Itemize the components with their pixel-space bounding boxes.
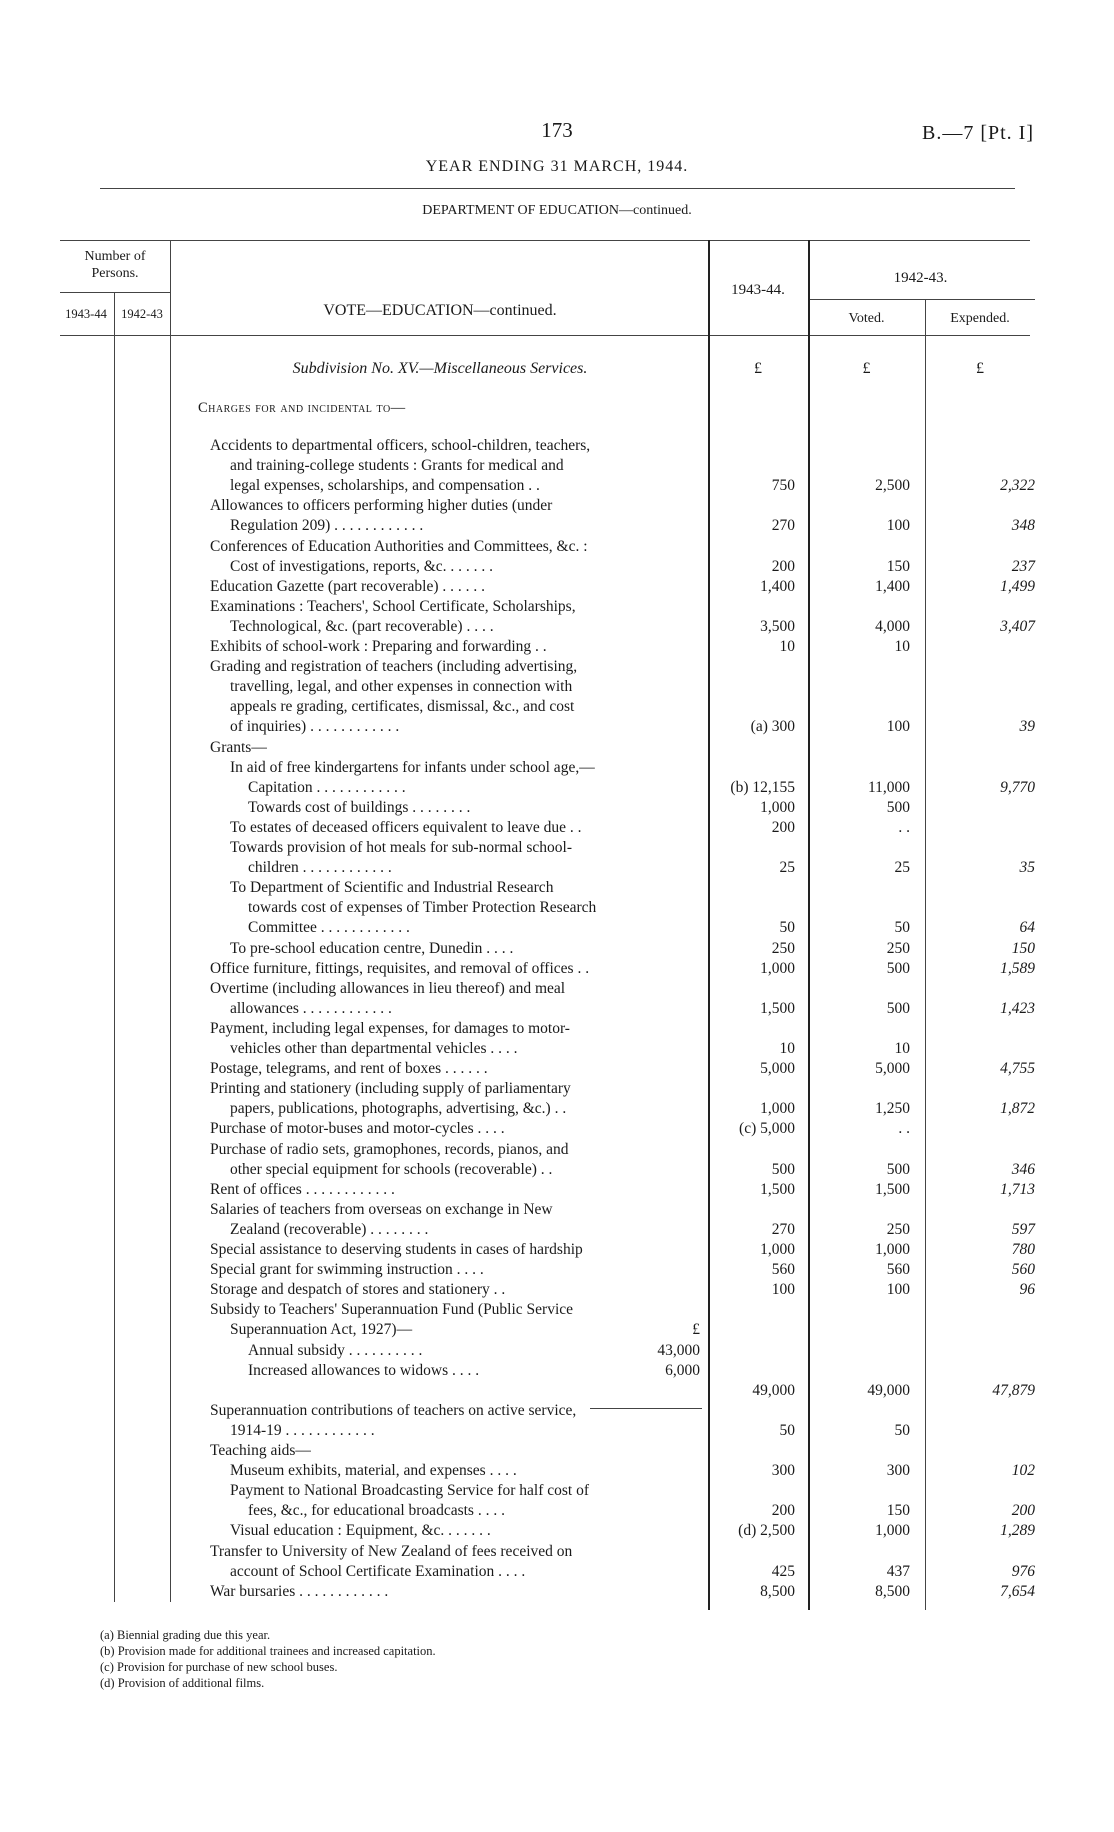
amount-voted-1942-43: . . [898,1120,910,1138]
table-row [0,1140,1114,1160]
table-row [0,637,1114,657]
table-row [0,1019,1114,1039]
row-subamount: 43,000 [657,1341,700,1359]
row-label: Visual education : Equipment, &c. . . . . . . [230,1522,491,1540]
table-row [0,1300,1114,1320]
currency-expended: £ [976,360,984,377]
title-rule [100,188,1015,189]
amount-voted-1942-43: 11,000 [867,778,910,796]
row-label: vehicles other than departmental vehicles . . . . [230,1040,518,1057]
table-row [0,577,1114,597]
table-row [0,838,1114,858]
row-label: Storage and despatch of stores and stationery . . [210,1281,506,1299]
table-row [0,1582,1114,1602]
row-label: 1914-19 . . . . . . . . . . . . [230,1421,375,1439]
row-label: Payment, including legal expenses, for damages to motor- [210,1019,570,1037]
amount-voted-1942-43: 100 [886,1281,910,1299]
row-label: appeals re grading, certificates, dismissal, &c., and cost [230,698,575,716]
table-row [0,697,1114,717]
table-row [0,1160,1114,1180]
table-row [0,1280,1114,1300]
row-label: and training-college students : Grants for medical and [230,457,564,475]
row-label: Exhibits of school-work : Preparing and forwarding . . [210,638,547,655]
amount-voted-1942-43: 5,000 [875,1060,910,1078]
amount-1943-44: (c) 5,000 [739,1120,795,1138]
row-label: Conferences of Education Authorities and Committees, &c. : [210,537,588,555]
row-label: Capitation . . . . . . . . . . . . [248,778,406,796]
amount-voted-1942-43: . . [898,818,910,836]
row-label: To pre-school education centre, Dunedin . . . . [230,939,514,957]
row-label: Rent of offices . . . . . . . . . . . . [210,1180,395,1198]
amount-voted-1942-43: 50 [894,919,910,937]
amount-1943-44: 200 [771,1502,795,1520]
amount-1943-44: 200 [771,818,795,836]
amount-1943-44: 1,400 [760,577,795,595]
row-label: papers, publications, photographs, advertising, &c.) . . [230,1100,567,1118]
amount-voted-1942-43: 1,000 [875,1241,910,1258]
amount-voted-1942-43: 100 [886,718,910,736]
amount-1943-44: 10 [779,638,795,655]
amount-voted-1942-43: 150 [886,557,910,575]
footnote-b: (b) Provision made for additional trainees and increased capitation. [100,1644,436,1658]
amount-expended-1942-43: 102 [1011,1462,1035,1480]
row-label: towards cost of expenses of Timber Protection Research [248,899,597,917]
amount-1943-44: 500 [771,1160,795,1178]
table-top-rule [60,240,1030,241]
table-row [0,818,1114,838]
amount-1943-44: 49,000 [752,1381,795,1399]
amount-voted-1942-43: 49,000 [867,1381,910,1399]
amount-expended-1942-43: 9,770 [1000,778,1035,796]
table-row [0,557,1114,577]
amount-voted-1942-43: 100 [886,517,910,535]
row-label: Purchase of motor-buses and motor-cycles . . . . [210,1120,505,1138]
col-1943-44-header: 1943-44. [731,282,785,298]
amount-voted-1942-43: 300 [886,1462,910,1480]
row-label: Transfer to University of New Zealand of fees received on [210,1542,573,1560]
amount-1943-44: 1,500 [760,1180,795,1198]
row-label: Examinations : Teachers', School Certificate, Scholarships, [210,597,576,615]
row-label: War bursaries . . . . . . . . . . . . [210,1582,389,1600]
amount-voted-1942-43: 250 [886,1220,910,1238]
table-row [0,1180,1114,1200]
table-row [0,516,1114,536]
footnote-a: (a) Biennial grading due this year. [100,1628,271,1642]
table-row [0,1240,1114,1260]
amount-1943-44: 3,500 [760,617,795,635]
amount-1943-44: 1,000 [760,959,795,977]
table-row [0,1200,1114,1220]
col-1942-43-header: 1942-43. [893,270,948,286]
amount-1943-44: 50 [779,1421,795,1439]
row-label: Museum exhibits, material, and expenses . . . . [230,1462,517,1480]
table-row [0,657,1114,677]
table-row [0,1401,1114,1421]
amount-expended-1942-43: 2,322 [1000,477,1035,495]
currency-voted: £ [862,360,871,377]
table-row [0,1361,1114,1381]
table-row [0,1542,1114,1562]
table-row [0,1481,1114,1501]
row-label: To Department of Scientific and Industrial Research [230,879,554,897]
running-reference: B.—7 [Pt. I] [922,122,1034,144]
row-label: Technological, &c. (part recoverable) . . . . [230,617,494,635]
amount-voted-1942-43: 2,500 [875,477,910,495]
amount-1943-44: 25 [779,859,795,877]
table-row [0,939,1114,959]
amount-voted-1942-43: 500 [886,959,910,977]
row-label: Regulation 209) . . . . . . . . . . . . [230,517,424,535]
amount-expended-1942-43: 1,423 [1000,999,1035,1017]
amount-1943-44: 10 [779,1040,795,1057]
charges-heading: Charges for and incidental to— [198,400,406,416]
table-row [0,476,1114,496]
amount-expended-1942-43: 200 [1011,1502,1035,1520]
table-row [0,1501,1114,1521]
amount-voted-1942-43: 50 [894,1421,910,1439]
amount-voted-1942-43: 25 [894,859,910,877]
amount-expended-1942-43: 7,654 [1000,1582,1035,1600]
amount-expended-1942-43: 976 [1011,1562,1035,1580]
vote-title [170,302,710,320]
row-label: To estates of deceased officers equivalent to leave due . . [230,818,582,836]
table-row [0,738,1114,758]
table-row [0,1341,1114,1361]
amount-1943-44: 100 [771,1281,795,1299]
amount-1943-44: (a) 300 [750,718,795,736]
row-label: travelling, legal, and other expenses in connection with [230,678,573,696]
amount-expended-1942-43: 3,407 [1000,617,1035,635]
row-label: Superannuation contributions of teachers on active service, [210,1401,577,1419]
footnote-c: (c) Provision for purchase of new school buses. [100,1660,338,1674]
number-of-persons-header: Number of Persons. [84,249,146,281]
persons-1943-44-header: 1943-44 [65,307,107,321]
row-label: In aid of free kindergartens for infants under school age,— [230,758,595,776]
row-label: Teaching aids— [210,1442,311,1459]
amount-1943-44: 425 [771,1562,795,1580]
amount-expended-1942-43: 96 [1019,1281,1035,1299]
row-label: Salaries of teachers from overseas on exchange in New [210,1200,553,1218]
table-row [0,858,1114,878]
amount-voted-1942-43: 560 [886,1261,910,1279]
row-label: children . . . . . . . . . . . . [248,859,392,877]
row-label: allowances . . . . . . . . . . . . [230,999,392,1017]
amount-1943-44: 750 [771,477,795,495]
row-label: Annual subsidy . . . . . . . . . . [248,1341,423,1359]
amount-1943-44: 270 [771,517,795,535]
table-row [0,1421,1114,1441]
table-row [0,1381,1114,1401]
amount-1943-44: 1,000 [760,1100,795,1118]
table-row [0,918,1114,938]
row-label: Towards provision of hot meals for sub-normal school- [230,839,573,856]
subtotal-rule [590,1408,702,1409]
amount-1943-44: 560 [771,1261,795,1279]
row-label: Subsidy to Teachers' Superannuation Fund (Public Service [210,1301,574,1319]
amount-voted-1942-43: 10 [894,1040,910,1057]
table-row [0,677,1114,697]
row-label: Overtime (including allowances in lieu thereof) and meal [210,979,566,997]
amount-voted-1942-43: 150 [886,1502,910,1520]
table-row [0,1461,1114,1481]
amount-expended-1942-43: 64 [1019,919,1035,937]
amount-expended-1942-43: 39 [1019,718,1035,736]
amount-expended-1942-43: 560 [1011,1261,1035,1279]
amount-1943-44: 5,000 [760,1060,795,1078]
row-subamount: £ [692,1321,700,1339]
row-label: Special assistance to deserving students in cases of hardship [210,1241,583,1258]
row-label: account of School Certificate Examination . . . . [230,1562,526,1580]
amount-expended-1942-43: 1,499 [1000,577,1035,595]
amount-expended-1942-43: 150 [1011,939,1035,957]
table-row [0,456,1114,476]
row-label: Office furniture, fittings, requisites, and removal of offices . . [210,959,590,977]
table-row [0,496,1114,516]
persons-header-rule [60,292,170,293]
table-row [0,999,1114,1019]
amount-expended-1942-43: 348 [1011,517,1035,535]
table-row [0,1260,1114,1280]
row-label: legal expenses, scholarships, and compensation . . [230,477,540,495]
table-row [0,1099,1114,1119]
page-number: 173 [541,118,573,142]
row-label: Postage, telegrams, and rent of boxes . . . . . . [210,1060,488,1078]
amount-1943-44: 250 [771,939,795,957]
subdivision-title: Subdivision No. XV.—Miscellaneous Services. [292,360,588,377]
amount-expended-1942-43: 346 [1011,1160,1035,1178]
amount-expended-1942-43: 780 [1011,1241,1035,1258]
table-row [0,1059,1114,1079]
row-label: Committee . . . . . . . . . . . . [248,919,410,937]
vote-title-text: VOTE—EDUCATION—continued. [323,302,557,319]
amount-1943-44: (b) 12,155 [730,778,795,796]
table-header-bottom-rule [60,335,1030,336]
table-row [0,537,1114,557]
amount-expended-1942-43: 1,589 [1000,959,1035,977]
amount-expended-1942-43: 237 [1011,557,1035,575]
voted-header: Voted. [848,311,885,326]
amount-expended-1942-43: 47,879 [992,1381,1035,1399]
amount-expended-1942-43: 4,755 [1000,1060,1035,1078]
amount-1943-44: 300 [771,1462,795,1480]
row-label: Accidents to departmental officers, school-children, teachers, [210,437,591,454]
amount-1943-44: 8,500 [760,1582,795,1600]
table-row [0,597,1114,617]
row-label: Allowances to officers performing higher duties (under [210,497,553,515]
amount-voted-1942-43: 437 [886,1562,910,1580]
amount-voted-1942-43: 1,400 [875,577,910,595]
department-title: DEPARTMENT OF EDUCATION—continued. [422,203,692,218]
row-label: Purchase of radio sets, gramophones, records, pianos, and [210,1140,569,1158]
amount-expended-1942-43: 597 [1011,1220,1035,1238]
table-row [0,617,1114,637]
table-row [0,979,1114,999]
row-label: Special grant for swimming instruction . . . . [210,1261,484,1279]
table-row [0,717,1114,737]
table-row [0,898,1114,918]
amount-1943-44: 1,000 [760,798,795,816]
amount-voted-1942-43: 8,500 [875,1582,910,1600]
table-row [0,1441,1114,1461]
year-header-rule [810,299,1035,300]
row-label: Zealand (recoverable) . . . . . . . . [230,1220,429,1238]
table-row [0,1039,1114,1059]
row-label: Grading and registration of teachers (including advertising, [210,658,578,676]
amount-voted-1942-43: 500 [886,999,910,1017]
amount-voted-1942-43: 500 [886,798,910,816]
amount-1943-44: 1,500 [760,999,795,1017]
year-title: YEAR ENDING 31 MARCH, 1944. [425,158,689,175]
amount-voted-1942-43: 1,250 [875,1100,910,1118]
row-label: Cost of investigations, reports, &c. . . . . . . [230,557,494,575]
table-row [0,1079,1114,1099]
amount-expended-1942-43: 1,713 [1000,1180,1035,1198]
row-label: Grants— [210,738,267,756]
row-label: of inquiries) . . . . . . . . . . . . [230,718,400,736]
table-row [0,878,1114,898]
table-row [0,758,1114,778]
row-label: Superannuation Act, 1927)— [230,1321,413,1339]
amount-voted-1942-43: 10 [894,638,910,655]
row-label: Printing and stationery (including supply of parliamentary [210,1080,571,1098]
amount-expended-1942-43: 35 [1019,859,1035,877]
table-row [0,436,1114,456]
table-row [0,798,1114,818]
amount-1943-44: 200 [771,557,795,575]
row-label: Payment to National Broadcasting Service for half cost of [230,1482,589,1500]
table-row [0,1220,1114,1240]
amount-voted-1942-43: 1,000 [875,1522,910,1540]
footnote-d: (d) Provision of additional films. [100,1676,265,1690]
currency-1943-44: £ [754,360,762,377]
amount-1943-44: (d) 2,500 [738,1522,795,1540]
amount-1943-44: 1,000 [760,1241,795,1258]
amount-expended-1942-43: 1,289 [1000,1522,1035,1540]
table-row [0,1562,1114,1582]
row-subamount: 6,000 [665,1361,700,1379]
expended-header: Expended. [950,311,1010,326]
table-row [0,1320,1114,1340]
table-row [0,959,1114,979]
amount-voted-1942-43: 4,000 [875,617,910,635]
amount-voted-1942-43: 1,500 [875,1180,910,1198]
row-label: Towards cost of buildings . . . . . . . . [248,798,471,816]
row-label: other special equipment for schools (recoverable) . . [230,1160,553,1178]
table-row [0,1119,1114,1139]
table-row [0,1521,1114,1541]
table-row [0,778,1114,798]
amount-1943-44: 270 [771,1220,795,1238]
persons-1942-43-header: 1942-43 [121,307,163,321]
row-label: Education Gazette (part recoverable) . . . . . . [210,577,485,595]
amount-1943-44: 50 [779,919,795,937]
row-label: fees, &c., for educational broadcasts . . . . [248,1502,505,1520]
row-label: Increased allowances to widows . . . . [248,1361,480,1379]
amount-voted-1942-43: 250 [886,939,910,957]
amount-expended-1942-43: 1,872 [1000,1100,1035,1118]
amount-voted-1942-43: 500 [886,1160,910,1178]
